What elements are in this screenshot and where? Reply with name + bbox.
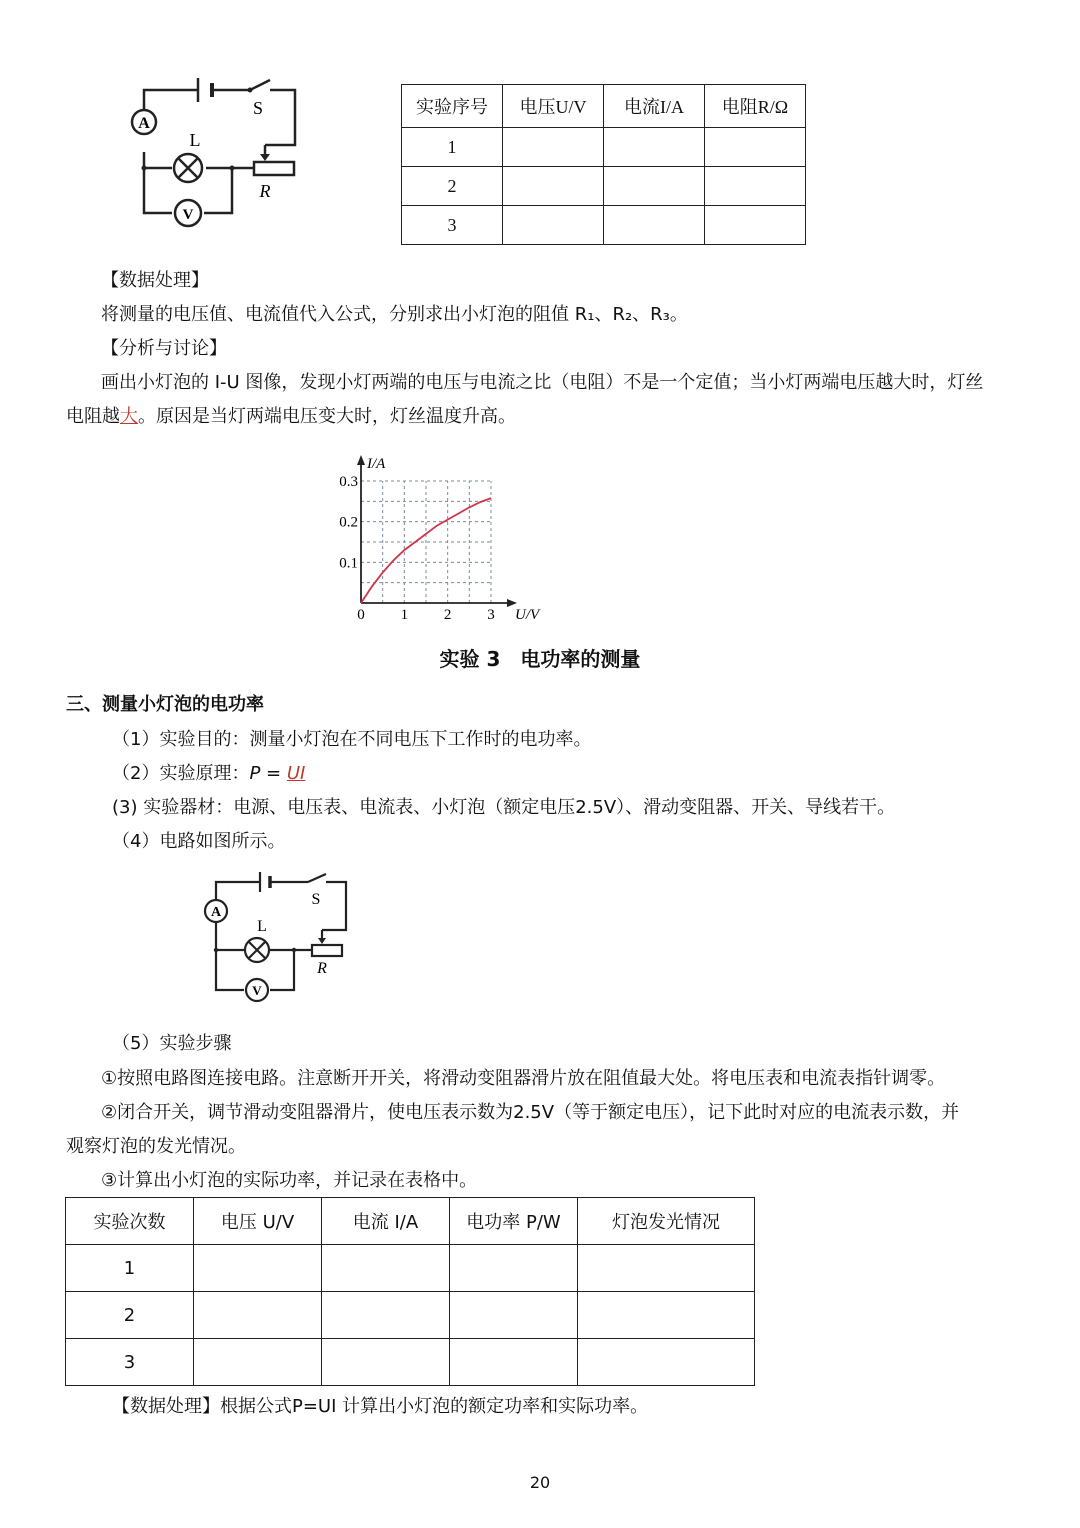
step-2 <box>112 761 305 787</box>
table-cell <box>450 1245 578 1292</box>
procedure-1: ①按照电路图连接电路。注意断开开关，将滑动变阻器滑片放在阻值最大处。将电压表和电流表指针调零。 <box>101 1068 946 1089</box>
table-cell <box>705 128 806 167</box>
analysis-answer: 大 <box>120 406 138 427</box>
y-tick-label: 0.1 <box>339 555 358 572</box>
section-heading-analysis: 【分析与讨论】 <box>101 338 227 359</box>
data-processing-text: 将测量的电压值、电流值代入公式，分别求出小灯泡的阻值 R₁、R₂、R₃。 <box>101 304 688 325</box>
table-cell <box>578 1292 755 1339</box>
table-header-cell: 实验序号 <box>402 85 503 128</box>
table-cell <box>578 1245 755 1292</box>
step-4: （4）电路如图所示。 <box>112 831 286 852</box>
analysis-line-1: 画出小灯泡的 I-U 图像，发现小灯两端的电压与电流之比（电阻）不是一个定值；当小灯两端电压越大时，灯丝 <box>101 372 984 393</box>
table-cell: 1 <box>66 1245 194 1292</box>
switch-label: S <box>252 98 264 118</box>
procedure-3: ③计算出小灯泡的实际功率，并记录在表格中。 <box>101 1170 478 1191</box>
table-cell <box>322 1245 450 1292</box>
measurement-table-1 <box>401 84 806 245</box>
table-row <box>66 1245 755 1292</box>
ammeter-label: A <box>210 905 222 920</box>
y-axis-arrow <box>357 455 365 465</box>
step-1: （1）实验目的：测量小灯泡在不同电压下工作时的电功率。 <box>112 729 592 750</box>
circuit-diagram-2 <box>200 868 360 1003</box>
table-cell: 2 <box>402 167 503 206</box>
table-row <box>66 1339 755 1386</box>
table-header-cell: 电功率 P/W <box>450 1198 578 1245</box>
y-tick-label: 0.2 <box>339 514 358 531</box>
rheostat-label: R <box>259 181 271 201</box>
lamp-label: L <box>257 918 267 935</box>
y-tick-label: 0.3 <box>339 474 358 490</box>
footer-data-processing: 【数据处理】根据公式P=UI 计算出小灯泡的额定功率和实际功率。 <box>112 1396 649 1417</box>
x-tick-label: 0 <box>357 607 365 623</box>
section-3-title: 三、测量小灯泡的电功率 <box>66 694 264 715</box>
ammeter-label: A <box>138 115 150 132</box>
table-cell <box>322 1292 450 1339</box>
table-cell <box>450 1339 578 1386</box>
table-cell <box>322 1339 450 1386</box>
x-tick-label: 1 <box>400 607 409 623</box>
table-cell <box>450 1292 578 1339</box>
voltmeter-label: V <box>182 207 194 223</box>
measurement-table-2 <box>65 1197 755 1386</box>
circuit-diagram-1 <box>120 70 310 230</box>
voltmeter-label: V <box>252 983 262 998</box>
y-axis-label: I/A <box>367 456 386 472</box>
table-cell <box>503 167 604 206</box>
table-cell <box>604 128 705 167</box>
table-row <box>402 128 806 167</box>
lamp-label: L <box>189 130 201 150</box>
procedure-2a: ②闭合开关，调节滑动变阻器滑片，使电压表示数为2.5V（等于额定电压），记下此时对应的电流表示数，并 <box>101 1102 960 1123</box>
step-3: (3) 实验器材：电源、电压表、电流表、小灯泡（额定电压2.5V）、滑动变阻器、开关、导线若干。 <box>112 797 896 818</box>
x-tick-label: 2 <box>443 607 452 623</box>
analysis-suffix: 。原因是当灯两端电压变大时，灯丝温度升高。 <box>138 406 516 427</box>
table-header-cell: 电阻R/Ω <box>705 85 806 128</box>
page-number: 20 <box>529 1473 551 1492</box>
table-cell <box>503 206 604 245</box>
table-cell <box>578 1339 755 1386</box>
formula-p: P = <box>249 763 287 784</box>
table-header-cell: 电压U/V <box>503 85 604 128</box>
table-cell: 3 <box>66 1339 194 1386</box>
table-cell <box>705 167 806 206</box>
analysis-line-2 <box>66 404 516 430</box>
x-tick-label: 3 <box>487 607 495 623</box>
table-cell: 3 <box>402 206 503 245</box>
x-axis-arrow <box>507 599 517 607</box>
procedure-2b: 观察灯泡的发光情况。 <box>66 1136 246 1157</box>
table-cell <box>194 1245 322 1292</box>
table-cell <box>194 1292 322 1339</box>
table-row <box>66 1292 755 1339</box>
table-cell: 1 <box>402 128 503 167</box>
rheostat-label: R <box>317 960 327 977</box>
x-axis-label: U/V <box>515 607 540 623</box>
table-header-cell: 电流I/A <box>604 85 705 128</box>
table-header-cell: 电流 I/A <box>322 1198 450 1245</box>
table-cell: 2 <box>66 1292 194 1339</box>
table-cell <box>194 1339 322 1386</box>
table-header-row <box>66 1198 755 1245</box>
table-header-cell: 实验次数 <box>66 1198 194 1245</box>
step-2-prefix: （2）实验原理： <box>112 763 250 784</box>
formula-answer: UI <box>286 763 306 784</box>
table-header-cell: 电压 U/V <box>194 1198 322 1245</box>
iu-curve-chart <box>330 440 550 625</box>
section-heading-data-processing: 【数据处理】 <box>101 270 209 291</box>
table-header-row <box>402 85 806 128</box>
iu-curve <box>361 498 491 603</box>
step-5: （5）实验步骤 <box>112 1033 232 1054</box>
table-row <box>402 206 806 245</box>
table-cell <box>705 206 806 245</box>
table-row <box>402 167 806 206</box>
table-cell <box>604 206 705 245</box>
table-header-cell: 灯泡发光情况 <box>578 1198 755 1245</box>
table-cell <box>503 128 604 167</box>
switch-label: S <box>311 891 321 908</box>
table-cell <box>604 167 705 206</box>
analysis-prefix: 电阻越 <box>66 406 120 427</box>
experiment-title: 实验 3 电功率的测量 <box>439 647 641 671</box>
